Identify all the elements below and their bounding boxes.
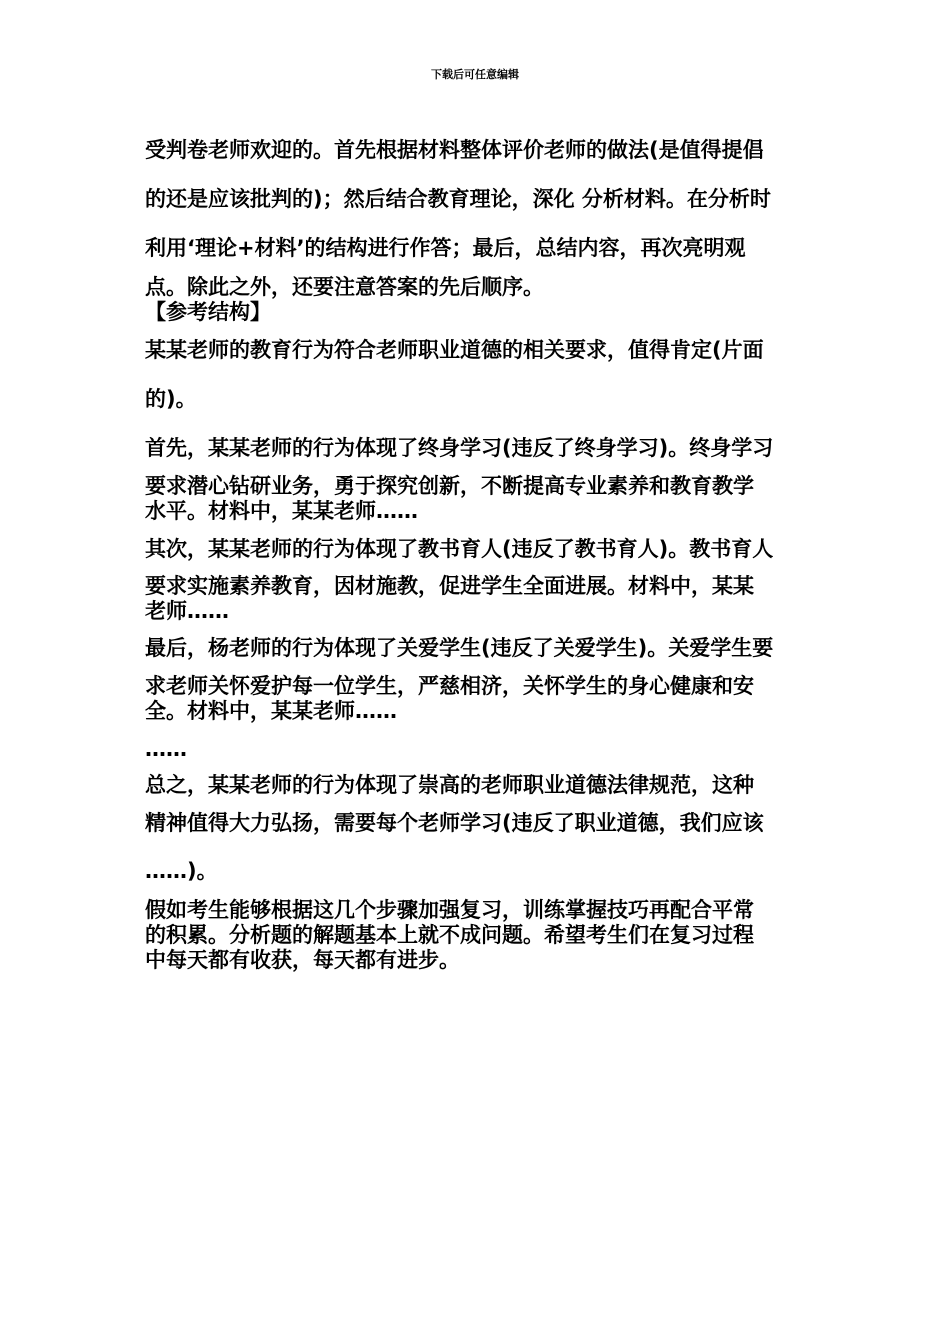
page-header: 下载后可任意编辑: [431, 68, 519, 81]
text-line: 中每天都有收获，每天都有进步。: [145, 948, 460, 972]
text-line: 的还是应该批判的)；然后结合教育理论，深化 分析材料。在分析时: [145, 187, 771, 211]
text-line: 精神值得大力弘扬，需要每个老师学习(违反了职业道德，我们应该: [145, 811, 764, 835]
text-line: ……: [145, 737, 187, 761]
text-line: 利用‘理论+材料’的结构进行作答；最后，总结内容，再次亮明观: [145, 236, 746, 260]
text-line: 要求潜心钻研业务，勇于探究创新，不断提高专业素养和教育教学: [145, 474, 754, 498]
text-line: 的)。: [145, 387, 197, 411]
text-line: 受判卷老师欢迎的。首先根据材料整体评价老师的做法(是值得提倡: [145, 138, 764, 162]
text-line: ……)。: [145, 859, 218, 883]
text-line: 全。材料中，某某老师……: [145, 699, 397, 723]
text-line: 假如考生能够根据这几个步骤加强复习，训练掌握技巧再配合平常: [145, 898, 754, 922]
text-line: 的积累。分析题的解题基本上就不成问题。希望考生们在复习过程: [145, 923, 754, 947]
text-line: 点。除此之外，还要注意答案的先后顺序。: [145, 275, 544, 299]
text-line: 老师……: [145, 599, 229, 623]
text-line: 首先，某某老师的行为体现了终身学习(违反了终身学习)。终身学习: [145, 436, 774, 460]
text-line: 水平。材料中，某某老师……: [145, 499, 418, 523]
text-line: 求老师关怀爱护每一位学生，严慈相济，关怀学生的身心健康和安: [145, 674, 754, 698]
text-line: 某某老师的教育行为符合老师职业道德的相关要求，值得肯定(片面: [145, 338, 764, 362]
text-line: 总之，某某老师的行为体现了崇高的老师职业道德法律规范，这种: [145, 773, 754, 797]
text-line: 要求实施素养教育，因材施教，促进学生全面进展。材料中，某某: [145, 574, 754, 598]
text-line: 其次，某某老师的行为体现了教书育人(违反了教书育人)。教书育人: [145, 537, 774, 561]
section-heading: 【参考结构】: [145, 300, 271, 324]
text-line: 最后，杨老师的行为体现了关爱学生(违反了关爱学生)。关爱学生要: [145, 636, 774, 660]
